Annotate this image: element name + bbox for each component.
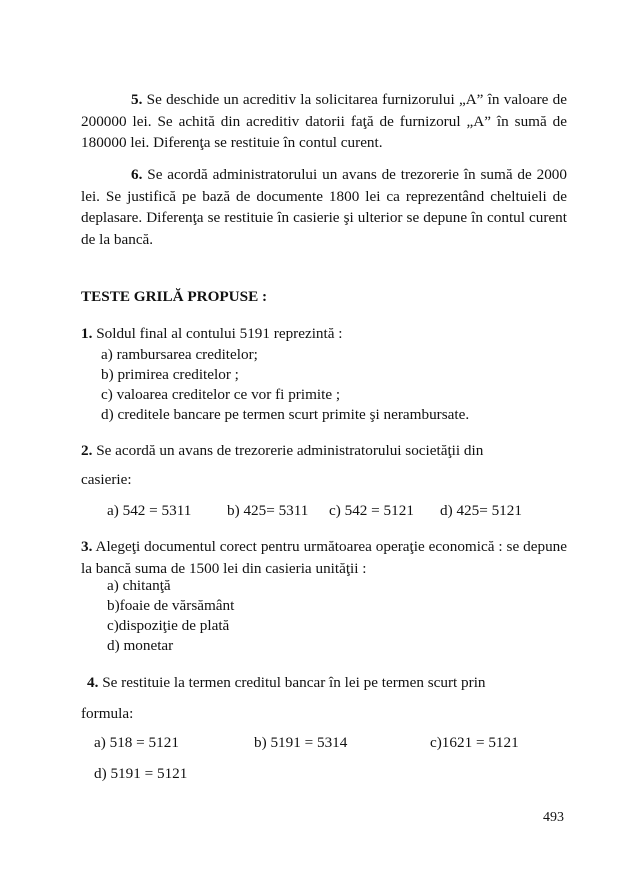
question-4-option-a: a) 518 = 5121 <box>94 734 179 751</box>
paragraph-6-text: Se acordă administratorului un avans de trezorerie în sumă de 2000 lei. Se justifică pe bază de documente 1800 lei ca reprezentând cheltuieli de deplasare. Diferenţa se restituie în casierie şi ulterior se depune în contul curent de la bancă. <box>81 166 567 248</box>
question-1-number: 1. <box>81 325 93 342</box>
question-3-option-c: c)dispoziţie de plată <box>107 617 230 634</box>
question-1-option-a: a) rambursarea creditelor; <box>101 346 258 363</box>
question-4-number: 4. <box>87 674 99 691</box>
question-4-text-line-1: Se restituie la termen creditul bancar în lei pe termen scurt prin <box>98 674 486 691</box>
question-2-option-b: b) 425= 5311 <box>227 502 309 519</box>
question-4-text-line-2: formula: <box>81 705 134 722</box>
question-3-option-a: a) chitanţă <box>107 577 171 594</box>
question-4-option-b: b) 5191 = 5314 <box>254 734 348 751</box>
question-3-text: Alegeţi documentul corect pentru următoarea operaţie economică : se depune la bancă suma de 1500 lei din casieria unităţii : <box>81 538 567 577</box>
paragraph-5-text: Se deschide un acreditiv la solicitarea furnizorului „A” în valoare de 200000 lei. Se achită din acreditiv datorii faţă de furnizorul „A” în sumă de 180000 lei. Diferenţa se restituie în contul curent. <box>81 91 567 151</box>
paragraph-6 <box>81 164 567 250</box>
question-2-option-a: a) 542 = 5311 <box>107 502 192 519</box>
question-1-option-b: b) primirea creditelor ; <box>101 366 239 383</box>
question-3-option-b: b)foaie de vărsământ <box>107 597 235 614</box>
question-2-number: 2. <box>81 442 93 459</box>
question-2 <box>81 440 483 461</box>
page-number: 493 <box>543 810 564 825</box>
paragraph-5 <box>81 89 567 154</box>
question-3-option-d: d) monetar <box>107 637 174 654</box>
question-4-option-d: d) 5191 = 5121 <box>94 765 188 782</box>
question-1-option-d: d) creditele bancare pe termen scurt primite şi nerambursate. <box>101 406 470 423</box>
question-3-number: 3. <box>81 538 93 555</box>
question-2-option-d: d) 425= 5121 <box>440 502 522 519</box>
question-2-text-line-1: Se acordă un avans de trezorerie administratorului societăţii din <box>92 442 484 459</box>
question-4-option-c: c)1621 = 5121 <box>430 734 519 751</box>
question-3 <box>81 536 567 579</box>
section-heading: TESTE GRILĂ PROPUSE : <box>81 288 268 305</box>
question-2-option-c: c) 542 = 5121 <box>329 502 414 519</box>
question-4 <box>87 672 486 693</box>
question-1-text: Soldul final al contului 5191 reprezintă : <box>92 325 343 342</box>
question-2-text-line-2: casierie: <box>81 471 132 488</box>
question-1-option-c: c) valoarea creditelor ce vor fi primite ; <box>101 386 341 403</box>
paragraph-6-number: 6. <box>131 166 143 183</box>
paragraph-5-number: 5. <box>131 91 143 108</box>
question-1 <box>81 323 343 344</box>
